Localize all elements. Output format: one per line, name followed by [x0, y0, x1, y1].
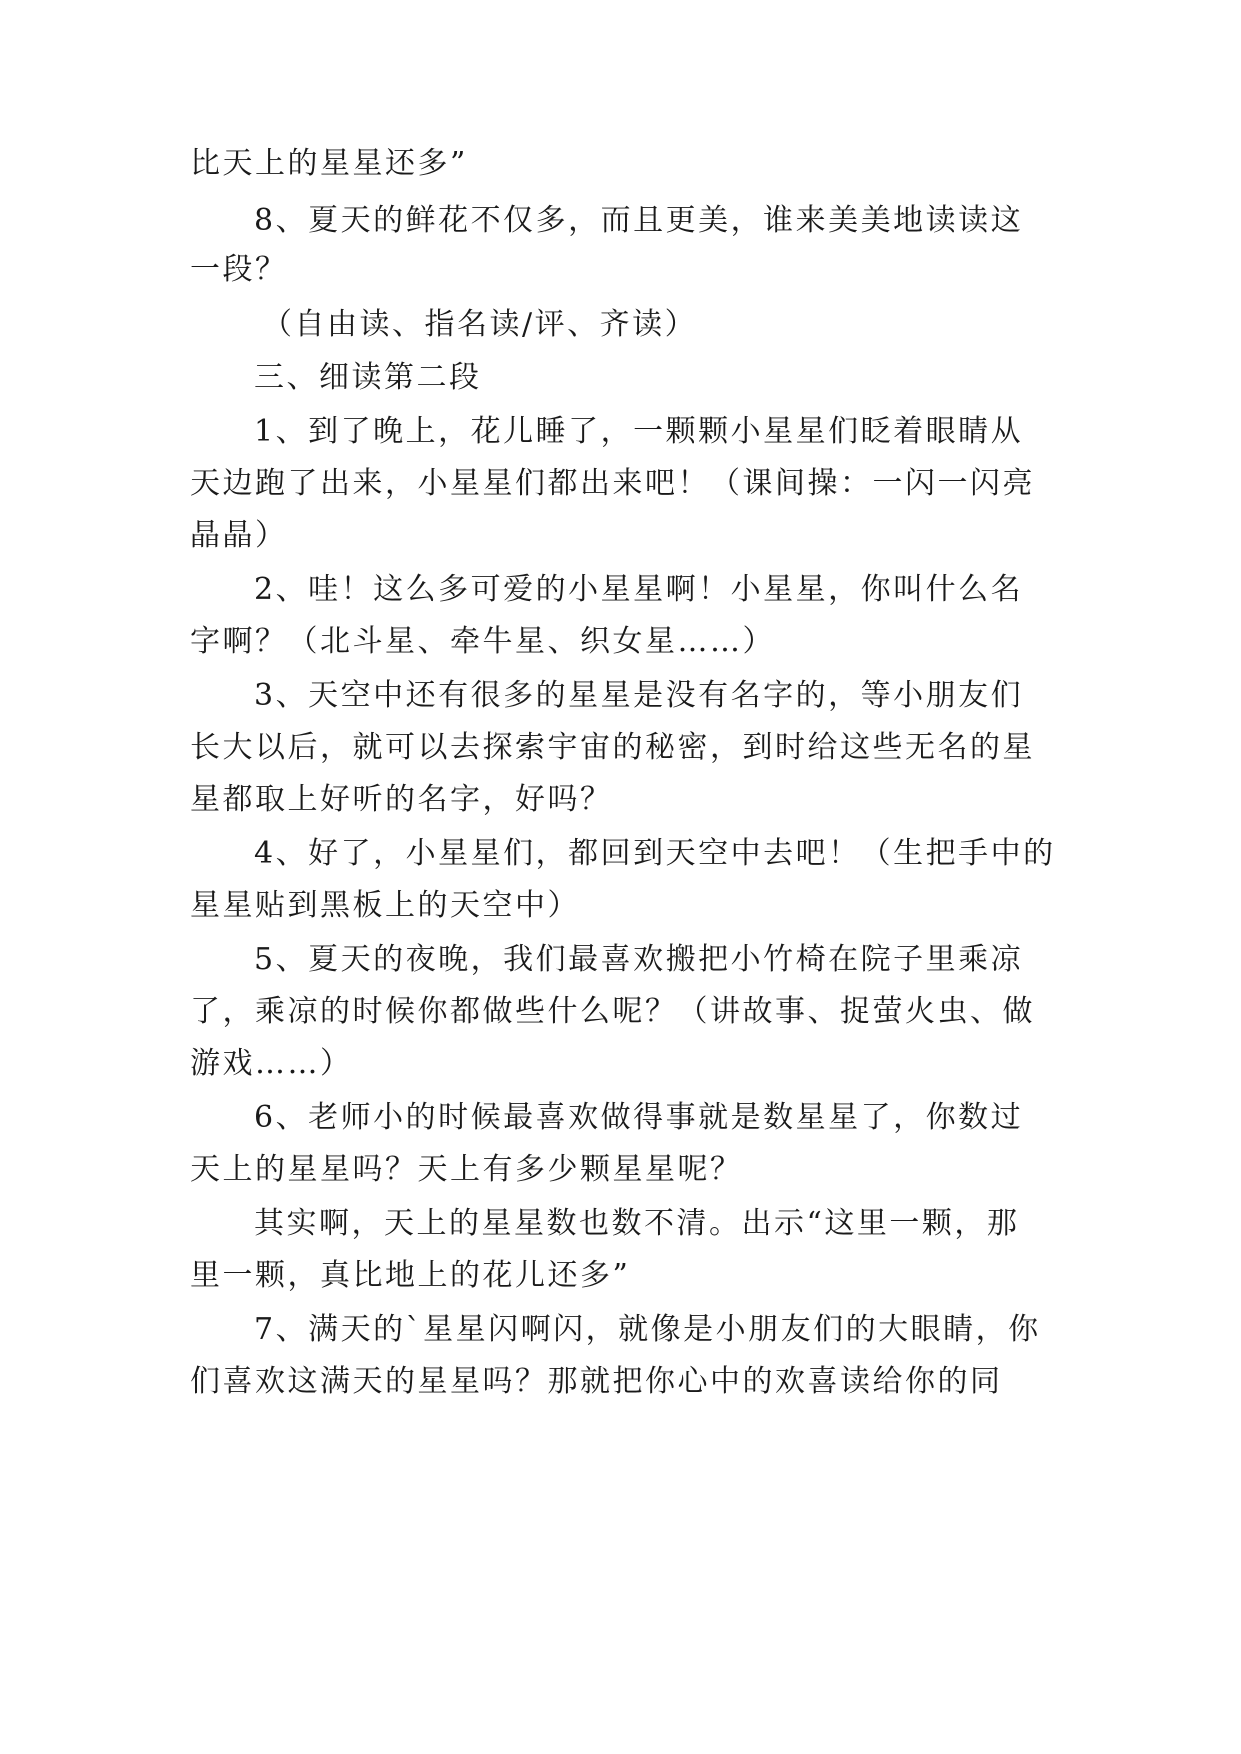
text-line: 星都取上好听的名字，好吗？ — [190, 782, 613, 817]
text-line: 一段？ — [190, 252, 288, 287]
text-line: 游戏……） — [190, 1046, 353, 1081]
text-line: 8、夏天的鲜花不仅多，而且更美，谁来美美地读读这 — [254, 203, 1024, 238]
text-line: 其实啊，天上的星星数也数不清。出示“这里一颗，那 — [254, 1206, 1020, 1241]
text-line: 6、老师小的时候最喜欢做得事就是数星星了，你数过 — [254, 1100, 1024, 1135]
text-line: 5、夏天的夜晚，我们最喜欢搬把小竹椅在院子里乘凉 — [254, 942, 1024, 977]
text-line: 7、满天的`星星闪啊闪，就像是小朋友们的大眼睛，你 — [254, 1312, 1041, 1347]
text-line: 4、好了，小星星们，都回到天空中去吧！（生把手中的 — [254, 836, 1056, 871]
text-line: 天上的星星吗？天上有多少颗星星呢？ — [190, 1152, 743, 1187]
text-line: 2、哇！这么多可爱的小星星啊！小星星，你叫什么名 — [254, 572, 1024, 607]
text-line: 里一颗，真比地上的花儿还多” — [190, 1258, 631, 1293]
text-line: 长大以后，就可以去探索宇宙的秘密，到时给这些无名的星 — [190, 730, 1035, 765]
text-line: 比天上的星星还多” — [190, 146, 468, 181]
text-line: 天边跑了出来，小星星们都出来吧！（课间操：一闪一闪亮 — [190, 466, 1035, 501]
text-line: 了，乘凉的时候你都做些什么呢？（讲故事、捉萤火虫、做 — [190, 994, 1035, 1029]
text-line: 3、天空中还有很多的星星是没有名字的，等小朋友们 — [254, 678, 1024, 713]
text-line: 字啊？（北斗星、牵牛星、织女星……） — [190, 624, 775, 659]
text-line: 1、到了晚上，花儿睡了，一颗颗小星星们眨着眼睛从 — [254, 414, 1024, 449]
text-line: 晶晶） — [190, 518, 288, 553]
section-heading: 三、细读第二段 — [254, 360, 482, 395]
text-line: （自由读、指名读/评、齐读） — [262, 307, 698, 342]
text-line: 星星贴到黑板上的天空中） — [190, 888, 580, 923]
text-line: 们喜欢这满天的星星吗？那就把你心中的欢喜读给你的同 — [190, 1364, 1003, 1399]
